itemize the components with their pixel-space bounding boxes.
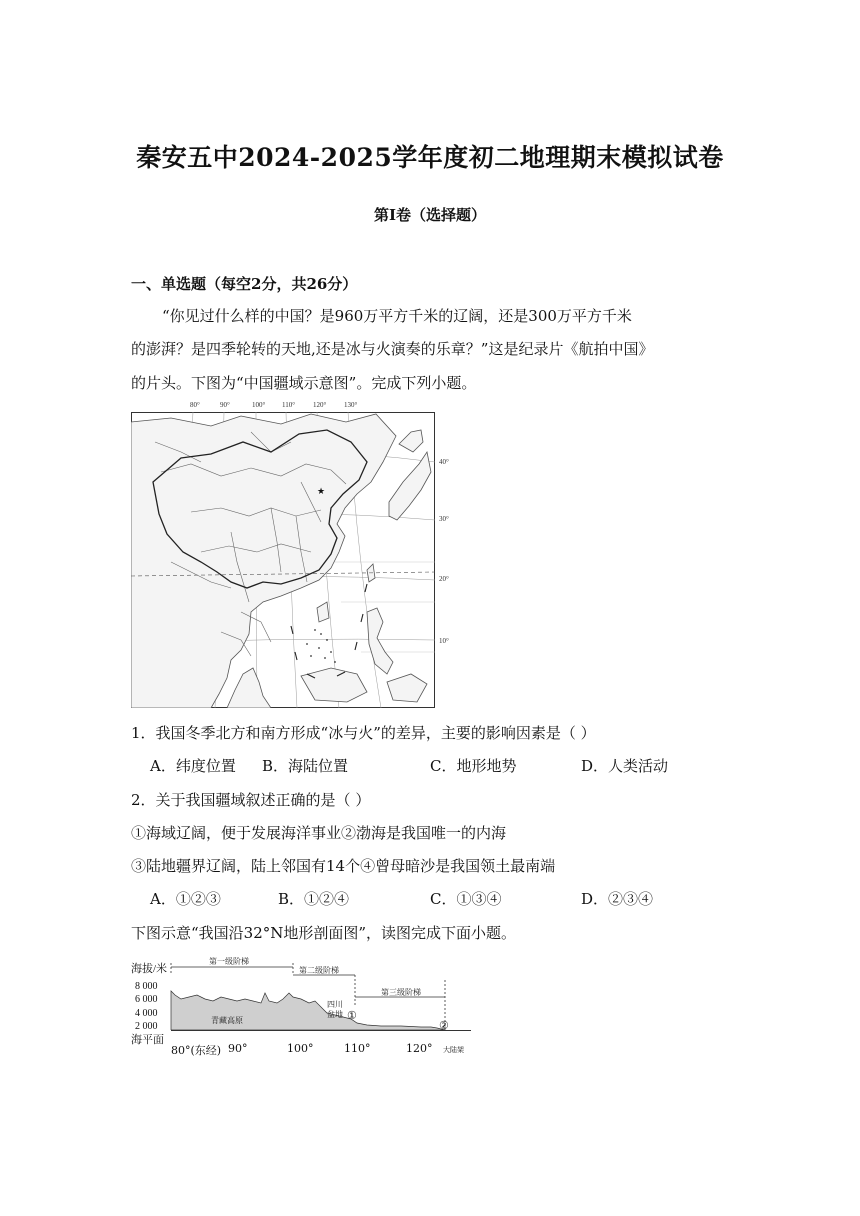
profile-xtick: 90° xyxy=(228,1042,248,1055)
profile-ylabel: 海拔/米 xyxy=(131,963,168,975)
lat-label: 20° xyxy=(439,575,449,583)
q2-statement-line-2: ③陆地疆界辽阔，陆上邻国有14个④曾母暗沙是我国领土最南端 xyxy=(131,857,556,875)
volume-subtitle: 第Ⅰ卷（选择题） xyxy=(373,206,487,224)
profile-ytick: 4 000 xyxy=(135,1008,158,1019)
profile-x-axis xyxy=(171,1030,471,1032)
lat-label: 40° xyxy=(439,458,449,466)
lon-label: 100° xyxy=(252,401,266,409)
lon-label: 110° xyxy=(282,401,296,409)
lat-label: 10° xyxy=(439,637,449,645)
map-drawing xyxy=(131,412,435,708)
q2-statement-line-1: ①海域辽阔，便于发展海洋事业②渤海是我国唯一的内海 xyxy=(131,824,507,842)
profile-marker-2: ② xyxy=(439,1019,449,1030)
basin-label-1: 四川 xyxy=(327,1000,343,1009)
q1-option-c[interactable]: C．地形地势 xyxy=(430,757,517,775)
profile-marker-1: ① xyxy=(347,1009,357,1022)
svg-text:★: ★ xyxy=(317,487,326,497)
q2-option-d[interactable]: D．②③④ xyxy=(581,890,654,908)
q2-option-b[interactable]: B．①②④ xyxy=(278,890,350,908)
question-2-stem: 2．关于我国疆域叙述正确的是（ ） xyxy=(131,791,371,809)
lon-label: 90° xyxy=(220,401,230,409)
lon-label: 130° xyxy=(344,401,358,409)
intro-line-2: 的澎湃？是四季轮转的天地,还是冰与火演奏的乐章？”这是纪录片《航拍中国》 xyxy=(131,340,654,358)
profile-ytick: 8 000 xyxy=(135,981,158,992)
q2-option-a[interactable]: A．①②③ xyxy=(150,890,221,908)
q2-option-c[interactable]: C．①③④ xyxy=(430,890,502,908)
china-territory-map xyxy=(131,400,461,710)
step-2-label: 第二级阶梯 xyxy=(299,966,339,975)
section-heading: 一、单选题（每空2分，共26分） xyxy=(131,275,358,293)
q1-option-d[interactable]: D．人类活动 xyxy=(581,757,669,775)
intro-line-1: “你见过什么样的中国？是960万平方千米的辽阔，还是300万平方千米 xyxy=(162,307,632,325)
profile-ytick: 2 000 xyxy=(135,1021,158,1030)
page-title: 秦安五中2024-2025学年度初二地理期末模拟试卷 xyxy=(136,143,724,172)
question-1-stem: 1．我国冬季北方和南方形成“冰与火”的差异，主要的影响因素是（ ） xyxy=(131,724,596,742)
profile-sea-level: 海平面 xyxy=(131,1033,164,1046)
step-1-label: 第一级阶梯 xyxy=(209,957,249,966)
q1-option-b[interactable]: B．海陆位置 xyxy=(262,757,349,775)
q1-option-a[interactable]: A．纬度位置 xyxy=(150,757,236,775)
lon-label: 80° xyxy=(190,401,200,409)
profile-xtick: 100° xyxy=(287,1042,314,1055)
profile-xtick: 80°(东经) xyxy=(171,1044,222,1057)
plateau-label: 青藏高原 xyxy=(211,1016,243,1025)
profile-ytick: 6 000 xyxy=(135,994,158,1005)
profile-intro: 下图示意“我国沿32°N地形剖面图”，读图完成下面小题。 xyxy=(131,924,517,942)
lon-label: 120° xyxy=(313,401,327,409)
step-3-label: 第三级阶梯 xyxy=(381,988,421,997)
shelf-label: 大陆架 xyxy=(443,1046,464,1054)
basin-label-2: 盆地 xyxy=(327,1010,343,1019)
profile-xtick: 120° xyxy=(406,1042,433,1055)
terrain-profile-chart xyxy=(131,955,476,1030)
intro-line-3: 的片头。下图为“中国疆域示意图”。完成下列小题。 xyxy=(131,374,477,392)
profile-xtick: 110° xyxy=(344,1042,371,1055)
lat-label: 30° xyxy=(439,515,449,523)
